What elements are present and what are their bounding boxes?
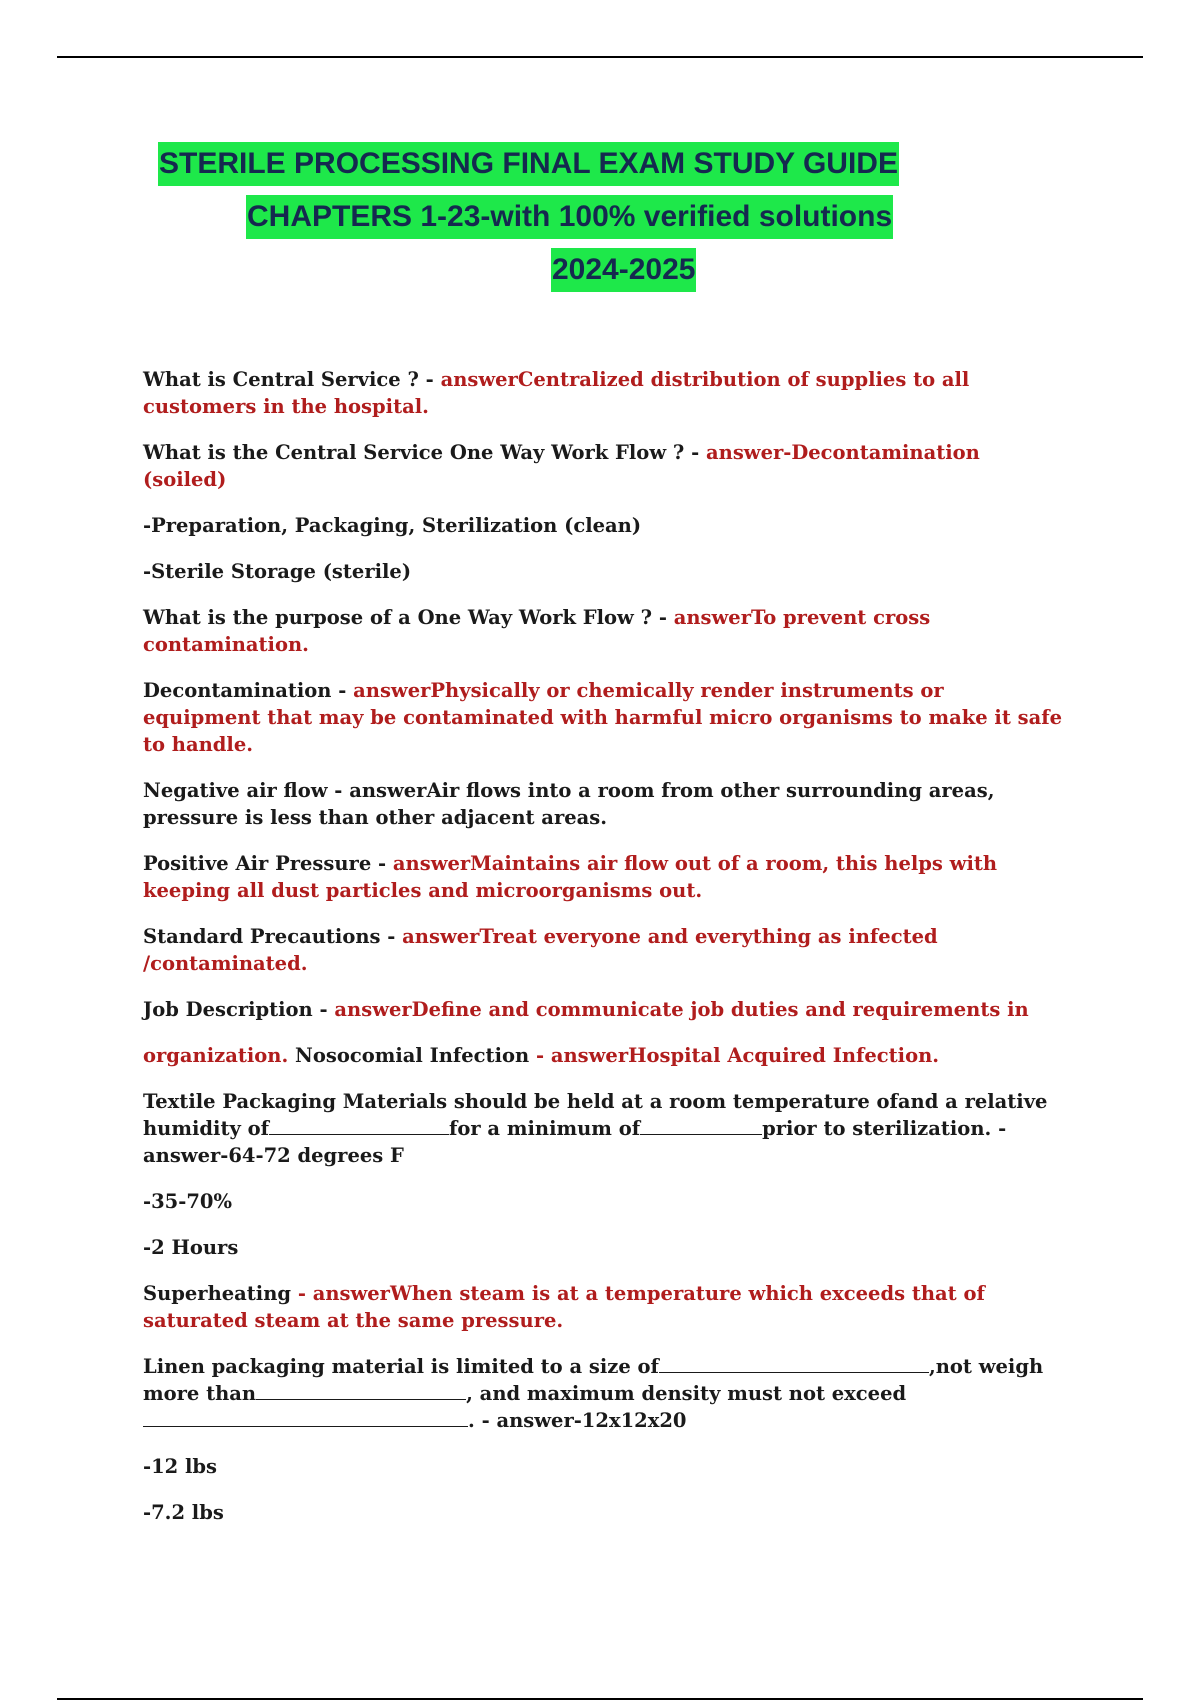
list-item: -7.2 lbs [143, 1501, 224, 1524]
question-part: . - answer-12x12x20 [468, 1409, 687, 1432]
question-part: prior to sterilization. - answer-64-72 degrees F [143, 1117, 1007, 1167]
qa-item-textile-packaging [143, 1088, 1063, 1169]
qa-item-work-flow-purpose [143, 604, 1063, 658]
fill-in-blank [640, 1115, 762, 1135]
qa-item-superheating [143, 1280, 1063, 1334]
study-guide-content [143, 366, 1063, 1545]
qa-item-one-way-work-flow [143, 439, 1063, 493]
qa-item-standard-precautions [143, 923, 1063, 977]
question: Superheating [143, 1282, 298, 1305]
question: What is the purpose of a One Way Work Flow ? - [143, 606, 674, 629]
question: What is Central Service ? - [143, 368, 441, 391]
title-line-2: CHAPTERS 1-23-with 100% verified solutions [246, 195, 893, 239]
question-part: ,not weigh more than [143, 1355, 1044, 1405]
list-item: -35-70% [143, 1190, 232, 1213]
fill-in-blank [143, 1407, 468, 1427]
fill-in-blank [256, 1380, 466, 1400]
question-part: , and maximum density must not exceed [466, 1382, 907, 1405]
question-part: and a relative humidity of [143, 1090, 1048, 1140]
qa-item-positive-air-pressure [143, 850, 1063, 904]
qa-item-decontamination [143, 677, 1063, 758]
answer: answer-Decontamination (soiled) [143, 441, 980, 491]
list-item: -Preparation, Packaging, Sterilization (clean) [143, 514, 642, 537]
title-line-3: 2024-2025 [551, 248, 696, 292]
list-item: -2 Hours [143, 1236, 239, 1259]
answer: - answerWhen steam is at a temperature which exceeds that of saturated steam at the same pressure. [143, 1282, 985, 1332]
answer: answerMaintains air flow out of a room, this helps with keeping all dust particles and microorganisms out. [143, 852, 998, 902]
question: Nosocomial Infection [288, 1044, 536, 1067]
question-part: for a minimum of [448, 1117, 641, 1140]
question-part: Linen packaging material is limited to a size of [143, 1355, 659, 1378]
answer-continuation: organization. [143, 1044, 289, 1067]
qa-item-negative-air-flow: Negative air flow - answerAir flows into a room from other surrounding areas, pressure is less than other adjacent areas. [143, 779, 995, 829]
question: Positive Air Pressure - [143, 852, 393, 875]
answer: answerTreat everyone and everything as infected /contaminated. [143, 925, 938, 975]
fill-in-blank [659, 1353, 929, 1373]
fill-in-blank [269, 1115, 449, 1135]
question-part: Textile Packaging Materials should be held at a room temperature of [143, 1090, 898, 1113]
answer: answerPhysically or chemically render instruments or equipment that may be contaminated with harmful micro organisms to make it safe to handle. [143, 679, 1063, 756]
qa-item-linen-packaging [143, 1353, 1063, 1434]
answer: answerDefine and communicate job duties and requirements in [334, 998, 1029, 1021]
answer: - answerHospital Acquired Infection. [535, 1044, 940, 1067]
list-item: -12 lbs [143, 1455, 218, 1478]
qa-item-central-service [143, 366, 1063, 420]
answer: answerTo prevent cross contamination. [143, 606, 931, 656]
qa-item-nosocomial-infection [143, 1042, 1063, 1069]
list-item: -Sterile Storage (sterile) [143, 560, 412, 583]
qa-item-job-description [143, 996, 1063, 1023]
top-rule [57, 56, 1143, 58]
question: What is the Central Service One Way Work Flow ? - [143, 441, 706, 464]
question: Job Description - [143, 998, 335, 1021]
question: Decontamination - [143, 679, 354, 702]
answer: answerCentralized distribution of supplies to all customers in the hospital. [143, 368, 970, 418]
title-line-1: STERILE PROCESSING FINAL EXAM STUDY GUIDE [158, 142, 899, 186]
question: Standard Precautions - [143, 925, 403, 948]
